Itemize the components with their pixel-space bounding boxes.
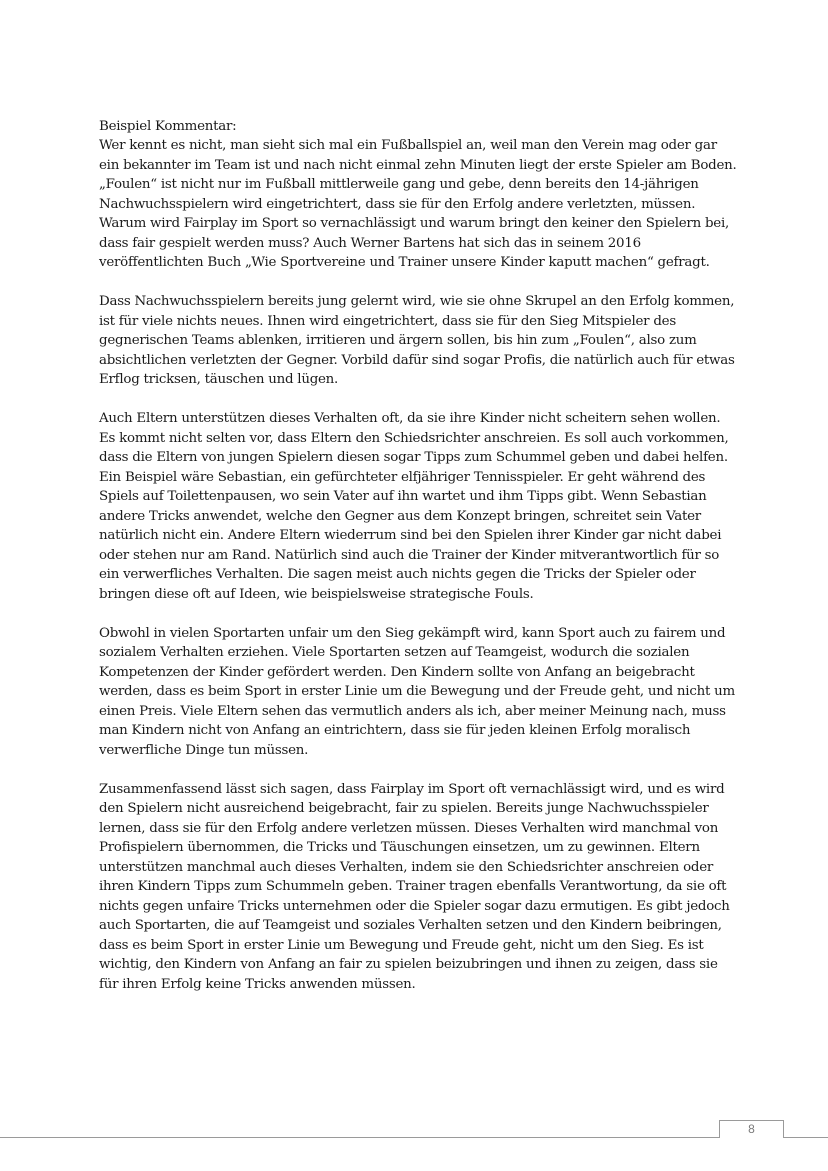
commentary-paragraph-5: Zusammenfassend lässt sich sagen, dass Fairplay im Sport oft vernachlässigt wird, und es wird den Spielern nicht ausreichend beigebracht, fair zu spielen. Bereits junge Nachwuchsspieler lernen, dass sie für den Erfolg andere verletzen müssen. Dieses Verhalten wird manchmal von Profispielern übernommen, die Tricks und Täuschungen einsetzen, um zu gewinnen. Eltern unterstützen manchmal auch dieses Verhalten, indem sie den Schiedsrichter anschreien oder ihren Kindern Tipps zum Schummeln geben. Trainer tragen ebenfalls Verantwortung, da sie oft nichts gegen unfaire Tricks unternehmen oder die Spieler sogar dazu ermutigen. Es gibt jedoch auch Sportarten, die auf Teamgeist und soziales Verhalten setzen und den Kindern beibringen, dass es beim Sport in erster Linie um Bewegung und Freude geht, nicht um den Sieg. Es ist wichtig, den Kindern von Anfang an fair zu spielen beizubringen und ihnen zu zeigen, dass sie für ihren Erfolg keine Tricks anwenden müssen.	[99, 781, 730, 992]
commentary-heading: Beispiel Kommentar:	[99, 118, 237, 134]
paragraph-text: Wer kennt es nicht, man sieht sich mal ein Fußballspiel an, weil man den Verein mag oder gar ein bekannter im Team ist und nach nicht einmal zehn Minuten liegt der erste Spieler am Boden. „Foulen“ ist nicht nur im Fußball mittlerweile gang und gebe, denn bereits den 14-jährigen Nachwuchsspielern wird eingetrichtert, dass sie für den Erfolg andere verletzten, müssen. Warum wird Fairplay im Sport so vernachlässigt und warum bringt den keiner den Spielern bei, dass fair gespielt werden muss? Auch Werner Bartens hat sich das in seinem 2016 veröffentlichten Buch „Wie Sportvereine und Trainer unsere Kinder kaputt machen“ gefragt.	[99, 138, 737, 270]
commentary-paragraph-2: Dass Nachwuchsspielern bereits jung gelernt wird, wie sie ohne Skrupel an den Erfolg kommen, ist für viele nichts neues. Ihnen wird eingetrichtert, dass sie für den Sieg Mitspieler des gegnerischen Teams ablenken, irritieren und ärgern sollen, bis hin zum „Foulen“, also zum absichtlichen verletzten der Gegner. Vorbild dafür sind sogar Profis, die natürlich auch für etwas Erflog tricksen, täuschen und lügen.	[99, 294, 735, 387]
commentary-paragraph-3: Auch Eltern unterstützen dieses Verhalten oft, da sie ihre Kinder nicht scheitern sehen wollen. Es kommt nicht selten vor, dass Eltern den Schiedsrichter anschreien. Es soll auch vorkommen, dass die Eltern von jungen Spielern diesen sogar Tipps zum Schummel geben und dabei helfen. Ein Beispiel wäre Sebastian, ein gefürchteter elfjähriger Tennisspieler. Er geht während des Spiels auf Toilettenpausen, wo sein Vater auf ihn wartet und ihm Tipps gibt. Wenn Sebastian andere Tricks anwendet, welche den Gegner aus dem Konzept bringen, schreitet sein Vater natürlich nicht ein. Andere Eltern wiederrum sind bei den Spielen ihrer Kinder gar nicht dabei oder stehen nur am Rand. Natürlich sind auch die Trainer der Kinder mitverantwortlich für so ein verwerfliches Verhalten. Die sagen meist auch nichts gegen die Tricks der Spieler oder bringen diese oft auf Ideen, wie beispielsweise strategische Fouls.	[99, 411, 729, 602]
commentary-paragraph-1	[99, 97, 739, 273]
document-body	[99, 97, 739, 1014]
page-number: 8	[719, 1120, 784, 1138]
footer-divider-left	[0, 1137, 719, 1138]
commentary-paragraph-4: Obwohl in vielen Sportarten unfair um den Sieg gekämpft wird, kann Sport auch zu fairem und sozialem Verhalten erziehen. Viele Sportarten setzen auf Teamgeist, wodurch die sozialen Kompetenzen der Kinder gefördert werden. Den Kindern sollte von Anfang an beigebracht werden, dass es beim Sport in erster Linie um die Bewegung und der Freude geht, und nicht um einen Preis. Viele Eltern sehen das vermutlich anders als ich, aber meiner Meinung nach, muss man Kindern nicht von Anfang an eintrichtern, dass sie für jeden kleinen Erfolg moralisch verwerfliche Dinge tun müssen.	[99, 625, 735, 758]
footer-divider-right	[783, 1137, 828, 1138]
